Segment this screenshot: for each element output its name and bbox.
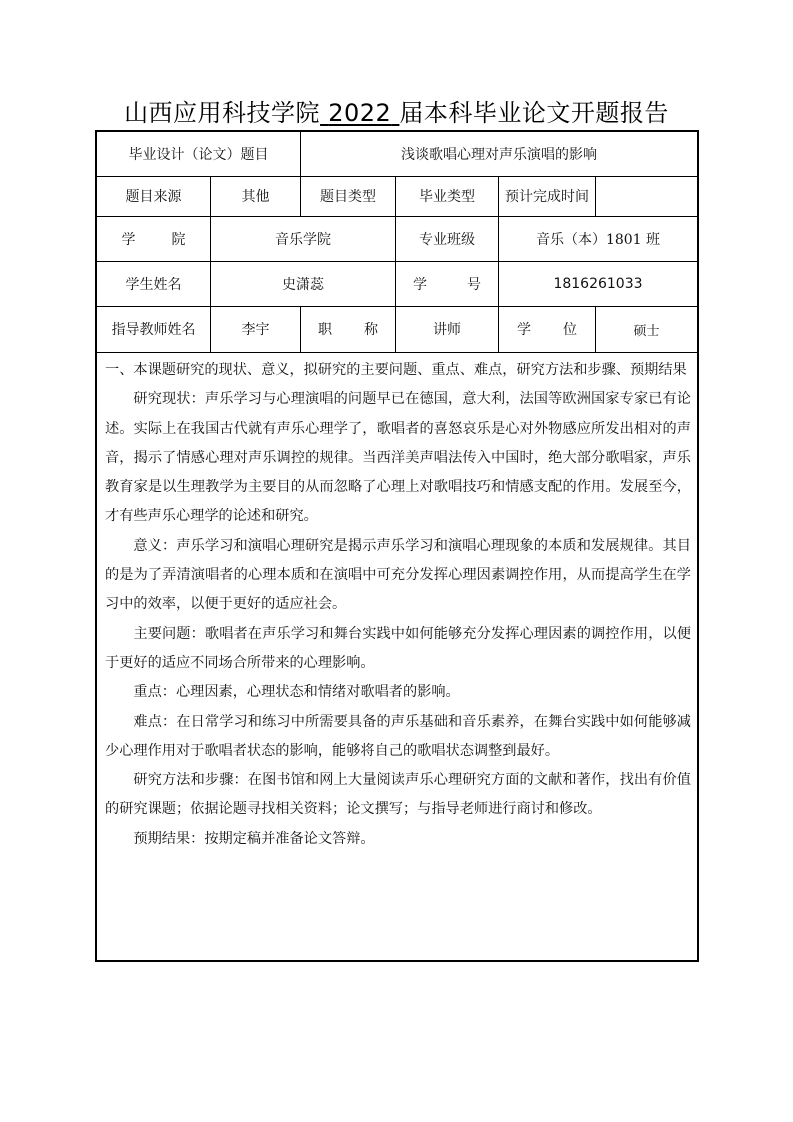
paragraph-difficulties: 难点：在日常学习和练习中所需要具备的声乐基础和音乐素养，在舞台实践中如何能够减少心理作用对于歌唱者状态的影响，能够将自己的歌唱状态调整到最好。 [105,713,691,759]
paragraph-methods: 研究方法和步骤：在图书馆和网上大量阅读声乐心理研究方面的文献和著作，找出有价值的研究课题；依据论题寻找相关资料；论文撰写；与指导老师进行商讨和修改。 [105,772,691,818]
student-name-label: 学生姓名 [125,276,182,293]
topic-type-value: 毕业类型 [419,189,475,205]
degree-label: 学 位 [517,322,577,338]
expected-completion-label: 预计完成时间 [505,189,589,205]
expected-completion-value [596,176,697,216]
thesis-title-label: 毕业设计（论文）题目 [128,147,269,163]
paragraph-expected-results: 预期结果：按期定稿并准备论文答辩。 [133,830,375,847]
title-rank-value: 讲师 [433,322,461,338]
title-rank-label: 职 称 [318,322,378,338]
report-title [0,96,793,130]
title-prefix: 山西应用科技学院 [124,99,321,127]
college-value: 音乐学院 [275,231,331,248]
section-heading: 一、本课题研究的现状、意义，拟研究的主要问题、重点、难点，研究方法和步骤、预期结果 [105,362,687,378]
title-year: 2022 [328,99,392,127]
advisor-name-label: 指导教师姓名 [111,322,196,338]
student-name-value: 史潇蕊 [282,276,324,293]
proposal-form [95,130,699,962]
advisor-name-value: 李宇 [241,322,270,338]
student-id-label: 学 号 [413,276,481,293]
degree-value: 硕士 [633,323,660,339]
paragraph-research-status: 研究现状：声乐学习与心理演唱的问题早已在德国，意大利，法国等欧洲国家专家已有论述。实际上在我国古代就有声乐心理学了，歌唱者的喜怒哀乐是心对外物感应所发出相对的声音，揭示了情感心理对声乐调控的规律。当西洋美声唱法传入中国时，绝大部分歌唱家，声乐教育家是以生理教学为主要目的从而忽略了心理上对歌唱技巧和情感支配的作用。发展至今，才有些声乐心理学的论述和研究。 [105,391,691,525]
paragraph-significance: 意义：声乐学习和演唱心理研究是揭示声乐学习和演唱心理现象的本质和发展规律。其目的是为了弄清演唱者的心理本质和在演唱中可充分发挥心理因素调控作用，从而提高学生在学习中的效率，以便于更好的适应社会。 [105,537,691,613]
major-class-label: 专业班级 [419,231,475,248]
college-label: 学 院 [121,231,186,248]
title-suffix: 届本科毕业论文开题报告 [399,99,669,127]
student-id-value: 1816261033 [553,275,643,292]
report-body [105,356,691,854]
topic-type-label: 题目类型 [320,189,376,205]
topic-source-value: 其他 [241,189,270,205]
paragraph-main-questions: 主要问题：歌唱者在声乐学习和舞台实践中如何能够充分发挥心理因素的调控作用，以便于更好的适应不同场合所带来的心理影响。 [105,625,691,671]
major-class-value: 音乐（本）1801 班 [535,231,661,248]
paragraph-key-points: 重点：心理因素，心理状态和情绪对歌唱者的影响。 [133,684,460,701]
thesis-title-value: 浅谈歌唱心理对声乐演唱的影响 [401,147,597,163]
topic-source-label: 题目来源 [125,189,182,205]
row-divider [97,352,697,353]
